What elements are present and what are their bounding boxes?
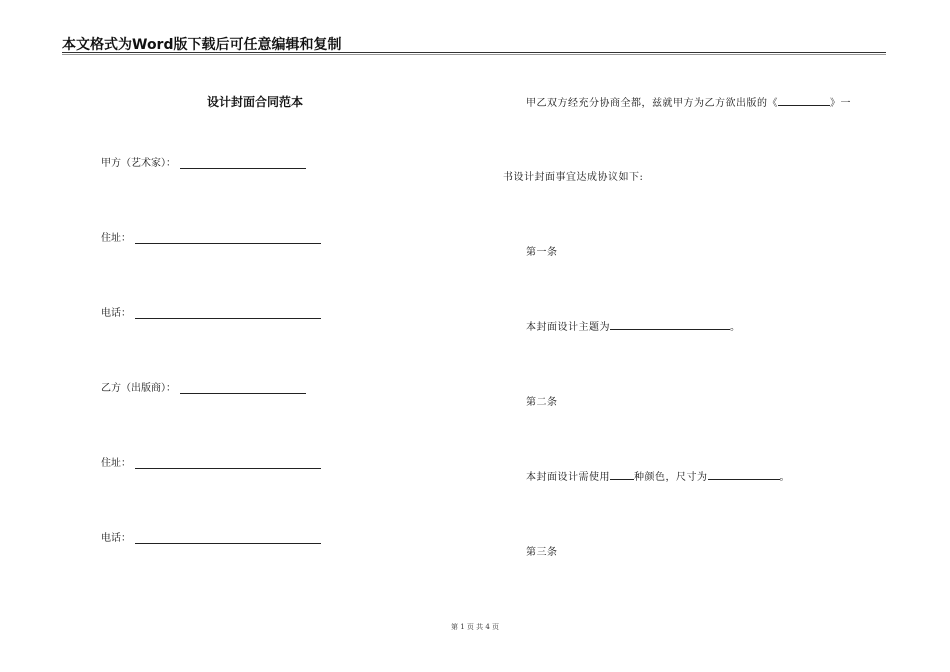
party-b-phone-field bbox=[101, 529, 321, 544]
article-2-title: 第二条 bbox=[526, 397, 558, 408]
color-count-blank[interactable] bbox=[610, 469, 634, 480]
intro-suffix: 》一 bbox=[830, 98, 851, 109]
party-a-phone-blank[interactable] bbox=[135, 308, 321, 319]
intro-prefix: 甲乙双方经充分协商全都，兹就甲方为乙方欲出版的《 bbox=[526, 98, 778, 109]
party-b-address-field bbox=[101, 454, 321, 469]
page-number: 第 1 页 共 4 页 bbox=[450, 623, 500, 631]
article-3-title: 第三条 bbox=[526, 547, 558, 558]
party-a-address-label: 住址： bbox=[101, 233, 131, 244]
party-a-field bbox=[101, 154, 306, 169]
party-a-phone-label: 电话： bbox=[101, 308, 131, 319]
size-blank[interactable] bbox=[708, 469, 780, 480]
article-2-suffix: 。 bbox=[779, 472, 790, 483]
header-rule-secondary bbox=[62, 54, 886, 55]
party-b-blank[interactable] bbox=[180, 383, 306, 394]
party-a-label: 甲方（艺术家）： bbox=[101, 158, 176, 169]
party-b-phone-blank[interactable] bbox=[135, 533, 321, 544]
intro-line-1 bbox=[526, 94, 851, 109]
article-1-body bbox=[526, 318, 741, 333]
party-b-label: 乙方（出版商）： bbox=[101, 383, 176, 394]
article-1-title: 第一条 bbox=[526, 247, 558, 258]
document-header: 本文格式为Word版下载后可任意编辑和复制 bbox=[62, 37, 342, 53]
article-1-prefix: 本封面设计主题为 bbox=[526, 322, 610, 333]
party-b-phone-label: 电话： bbox=[101, 533, 131, 544]
document-title: 设计封面合同范本 bbox=[207, 95, 304, 109]
theme-blank[interactable] bbox=[610, 319, 730, 330]
article-2-middle: 种颜色，尺寸为 bbox=[634, 472, 708, 483]
party-b-address-blank[interactable] bbox=[135, 458, 321, 469]
party-a-address-field bbox=[101, 229, 321, 244]
party-b-field bbox=[101, 379, 306, 394]
article-2-prefix: 本封面设计需使用 bbox=[526, 472, 610, 483]
book-title-blank[interactable] bbox=[778, 95, 830, 106]
article-1-suffix: 。 bbox=[730, 322, 741, 333]
party-a-address-blank[interactable] bbox=[135, 233, 321, 244]
party-a-blank[interactable] bbox=[180, 158, 306, 169]
header-rule bbox=[62, 52, 886, 53]
party-a-phone-field bbox=[101, 304, 321, 319]
article-2-body bbox=[526, 468, 790, 483]
party-b-address-label: 住址： bbox=[101, 458, 131, 469]
intro-line-2: 书设计封面事宜达成协议如下: bbox=[503, 172, 644, 183]
